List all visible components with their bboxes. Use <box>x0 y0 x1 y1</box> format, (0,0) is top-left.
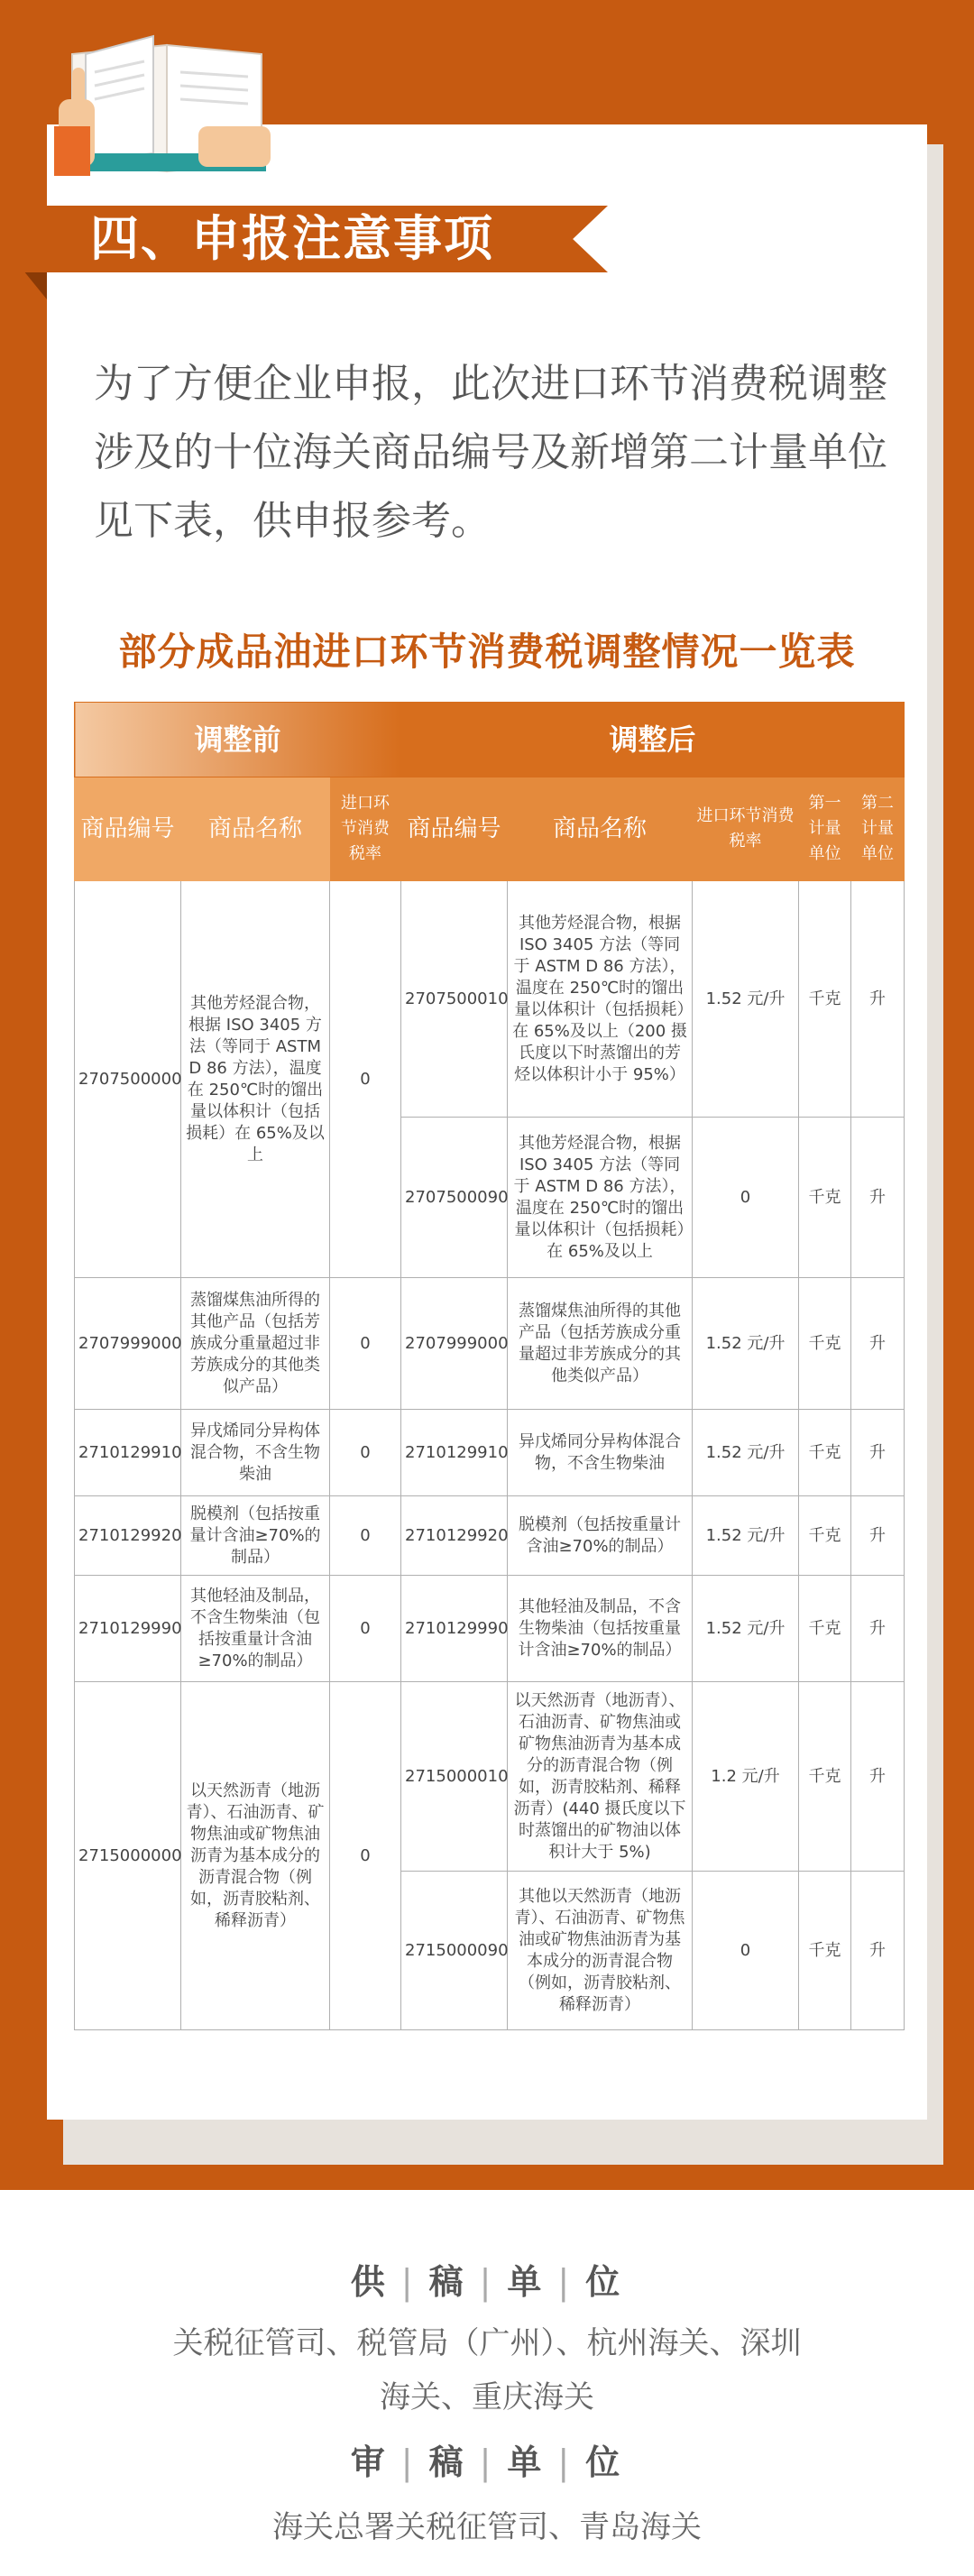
cell-unit1: 千克 <box>799 1682 851 1872</box>
cell-after-name: 其他芳烃混合物，根据 ISO 3405 方法（等同于 ASTM D 86 方法），温度在 250℃时的馏出量以体积计（包括损耗）在 65%及以上 <box>508 1118 693 1278</box>
group-after-header: 调整后 <box>401 703 905 777</box>
col-rate-after: 进口环节消费税率 <box>693 777 799 881</box>
contributor-label <box>0 2255 974 2309</box>
table-row <box>75 1682 905 1872</box>
cell-before-name: 其他芳烃混合物，根据 ISO 3405 方法（等同于 ASTM D 86 方法），温度在 250℃时的馏出量以体积计（包括损耗）在 65%及以上 <box>181 881 330 1278</box>
cell-after-name: 其他以天然沥青（地沥青）、石油沥青、矿物焦油或矿物焦油沥青为基本成分的沥青混合物（例如，沥青胶粘剂、稀释沥青） <box>508 1872 693 2030</box>
cell-after-name: 其他轻油及制品，不含生物柴油（包括按重量计含油≥70%的制品） <box>508 1576 693 1682</box>
col-rate-before: 进口环节消费税率 <box>330 777 401 881</box>
cell-after-name: 以天然沥青（地沥青）、石油沥青、矿物焦油或矿物焦油沥青为基本成分的沥青混合物（例如，沥青胶粘剂、稀释沥青）(440 摄氏度以下时蒸馏出的矿物油以体积计大于 5%) <box>508 1682 693 1872</box>
cell-before-rate: 0 <box>330 1278 401 1410</box>
separator: | <box>557 2262 574 2302</box>
cell-unit2: 升 <box>851 1278 905 1410</box>
cell-after-code: 2715000090 <box>401 1872 508 2030</box>
col-code-before: 商品编号 <box>75 777 181 881</box>
cell-unit2: 升 <box>851 1872 905 2030</box>
cell-before-code: 2710129910 <box>75 1410 181 1496</box>
contributor-char: 位 <box>585 2262 624 2302</box>
cell-unit1: 千克 <box>799 881 851 1118</box>
cell-before-name: 异戊烯同分异构体混合物，不含生物柴油 <box>181 1410 330 1496</box>
cell-unit2: 升 <box>851 1496 905 1576</box>
cell-before-name: 脱模剂（包括按重量计含油≥70%的制品） <box>181 1496 330 1576</box>
pointing-hand-icon <box>198 126 271 167</box>
separator: | <box>479 2443 495 2482</box>
footer <box>0 2255 974 2554</box>
cell-before-rate: 0 <box>330 1496 401 1576</box>
cell-before-rate: 0 <box>330 1682 401 2030</box>
cell-before-name: 其他轻油及制品，不含生物柴油（包括按重量计含油≥70%的制品） <box>181 1576 330 1682</box>
col-unit1: 第一计量单位 <box>799 777 851 881</box>
cell-unit2: 升 <box>851 1118 905 1278</box>
tax-adjustment-table <box>74 702 905 2030</box>
separator: | <box>557 2443 574 2482</box>
cell-before-rate: 0 <box>330 1410 401 1496</box>
table-row <box>75 1278 905 1410</box>
col-code-after: 商品编号 <box>401 777 508 881</box>
table-row <box>75 1496 905 1576</box>
cell-unit1: 千克 <box>799 1872 851 2030</box>
cell-unit1: 千克 <box>799 1576 851 1682</box>
ribbon-fold <box>23 271 47 299</box>
separator: | <box>479 2262 495 2302</box>
contributor-char: 供 <box>350 2262 389 2302</box>
cell-unit1: 千克 <box>799 1118 851 1278</box>
cell-after-rate: 1.52 元/升 <box>693 881 799 1118</box>
col-name-before: 商品名称 <box>181 777 330 881</box>
group-before-header: 调整前 <box>75 703 401 777</box>
intro-paragraph: 为了方便企业申报，此次进口环节消费税调整涉及的十位海关商品编号及新增第二计量单位见下表，供申报参考。 <box>94 361 887 544</box>
cell-after-name: 脱模剂（包括按重量计含油≥70%的制品） <box>508 1496 693 1576</box>
table-title: 部分成品油进口环节消费税调整情况一览表 <box>118 630 856 674</box>
separator: | <box>400 2443 417 2482</box>
cell-after-code: 2707500090 <box>401 1118 508 1278</box>
cell-before-rate: 0 <box>330 1576 401 1682</box>
reviewer-char: 审 <box>350 2443 389 2482</box>
reviewer-char: 单 <box>507 2443 546 2482</box>
cell-after-rate: 1.52 元/升 <box>693 1496 799 1576</box>
cell-before-code: 2715000000 <box>75 1682 181 2030</box>
cell-after-code: 2715000010 <box>401 1682 508 1872</box>
cell-after-code: 2707999000 <box>401 1278 508 1410</box>
cell-after-code: 2710129910 <box>401 1410 508 1496</box>
col-unit2: 第二计量单位 <box>851 777 905 881</box>
cell-unit2: 升 <box>851 881 905 1118</box>
cell-unit1: 千克 <box>799 1496 851 1576</box>
cell-after-rate: 1.2 元/升 <box>693 1682 799 1872</box>
cell-before-code: 2710129920 <box>75 1496 181 1576</box>
cell-unit1: 千克 <box>799 1278 851 1410</box>
cell-before-code: 2707999000 <box>75 1278 181 1410</box>
col-name-after: 商品名称 <box>508 777 693 881</box>
contributor-value: 关税征管司、税管局（广州）、杭州海关、深圳海关、重庆海关 <box>172 2325 802 2415</box>
cell-unit1: 千克 <box>799 1410 851 1496</box>
reviewer-label <box>0 2435 974 2489</box>
cell-after-rate: 1.52 元/升 <box>693 1576 799 1682</box>
table-row <box>75 1410 905 1496</box>
contributor-char: 稿 <box>428 2262 467 2302</box>
cell-after-rate: 1.52 元/升 <box>693 1410 799 1496</box>
reviewer-char: 稿 <box>428 2443 467 2482</box>
cell-before-name: 以天然沥青（地沥青）、石油沥青、矿物焦油或矿物焦油沥青为基本成分的沥青混合物（例如，沥青胶粘剂、稀释沥青） <box>181 1682 330 2030</box>
table-row <box>75 881 905 1118</box>
separator: | <box>400 2262 417 2302</box>
cell-after-rate: 0 <box>693 1872 799 2030</box>
cell-after-rate: 0 <box>693 1118 799 1278</box>
cell-after-rate: 1.52 元/升 <box>693 1278 799 1410</box>
cell-unit2: 升 <box>851 1410 905 1496</box>
cell-after-name: 蒸馏煤焦油所得的其他产品（包括芳族成分重量超过非芳族成分的其他类似产品） <box>508 1278 693 1410</box>
cell-after-code: 2710129990 <box>401 1576 508 1682</box>
cell-unit2: 升 <box>851 1576 905 1682</box>
contributor-char: 单 <box>507 2262 546 2302</box>
cell-unit2: 升 <box>851 1682 905 1872</box>
cell-before-code: 2707500000 <box>75 881 181 1278</box>
cell-after-name: 异戊烯同分异构体混合物，不含生物柴油 <box>508 1410 693 1496</box>
reviewer-char: 位 <box>585 2443 624 2482</box>
cell-before-rate: 0 <box>330 881 401 1278</box>
table-row <box>75 1576 905 1682</box>
cell-after-name: 其他芳烃混合物，根据 ISO 3405 方法（等同于 ASTM D 86 方法），温度在 250℃时的馏出量以体积计（包括损耗）在 65%及以上（200 摄氏度以下时蒸馏出的芳烃以体积计小于 95%） <box>508 881 693 1118</box>
section-title: 四、申报注意事项 <box>90 210 494 267</box>
reviewer-value: 海关总署关税征管司、青岛海关 <box>272 2509 702 2545</box>
cell-after-code: 2707500010 <box>401 881 508 1118</box>
open-book-icon <box>54 18 280 180</box>
cell-before-name: 蒸馏煤焦油所得的其他产品（包括芳族成分重量超过非芳族成分的其他类似产品） <box>181 1278 330 1410</box>
cell-before-code: 2710129990 <box>75 1576 181 1682</box>
cell-after-code: 2710129920 <box>401 1496 508 1576</box>
